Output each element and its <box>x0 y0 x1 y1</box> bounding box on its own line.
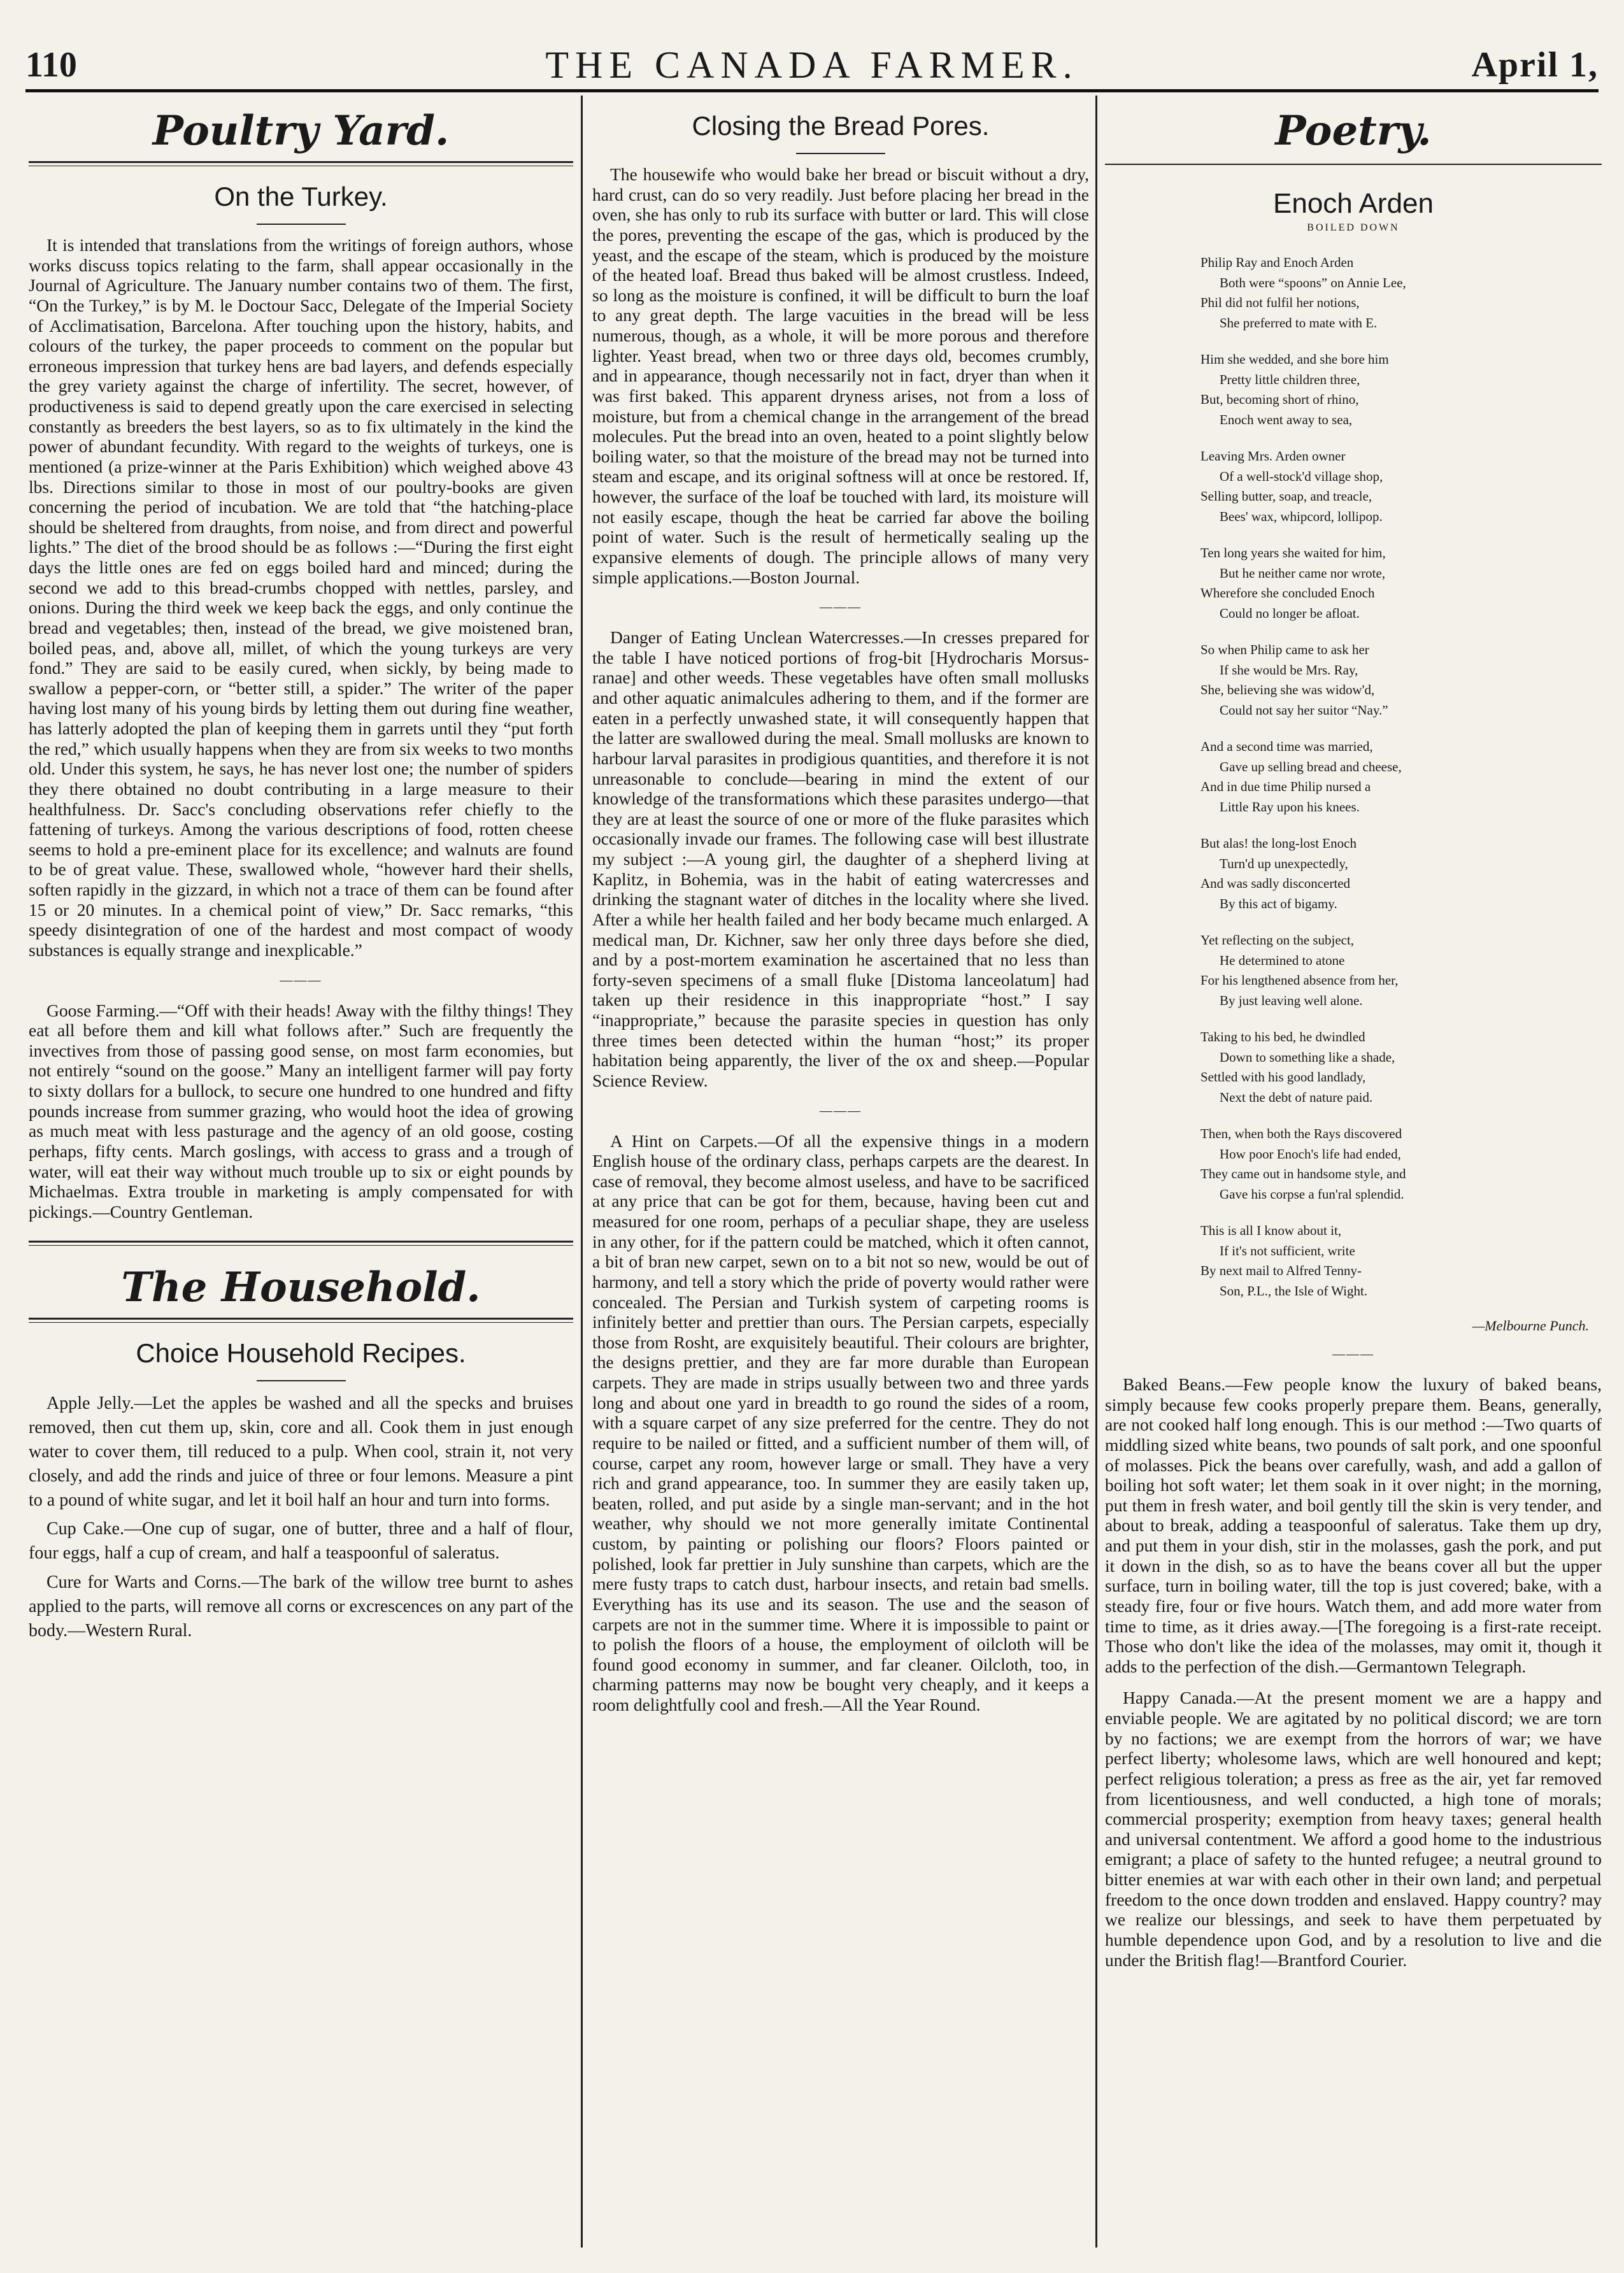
poem-source: —Melbourne Punch. <box>1472 1318 1589 1334</box>
recipe: Apple Jelly.—Let the apples be washed and all the specks and bruises removed, then cut them up, skin, core and all. Cook them in just enough water to cover them, till reduced to a pulp. When cool, strain it, not very closely, and add the rinds and juice of three or four lemons. Measure a pint to a pound of white sugar, and let it boil half an hour and turn into forms. <box>29 1393 573 1510</box>
column-right <box>1105 96 1602 2260</box>
issue-date: April 1, <box>1471 45 1599 85</box>
article-paragraph: Danger of Eating Unclean Watercresses.—In cresses prepared for the table I have noticed portions of frog-bit [Hydrocharis Morsus-ranae] and other weeds. These vegetables have often small mollusks and other aquatic animalcules adhering to them, and if the former are eaten in a perfectly unwashed state, it will consequently happen that the latter are swallowed during the meal. Small mollusks are known to harbour larval parasites in prodigious quantities, and therefore it is not unreasonable to conclude—bearing in mind the extent of our knowledge of the transformations which these parasites undergo—that they are at least the source of one or more of the fluke parasites which occasionally invade our frames. The following case will best illustrate my subject :—A young girl, the daughter of a shepherd living at Kaplitz, in Bohemia, was in the habit of eating watercresses and drinking the stagnant water of ditches in the locality where she lived. After a while her health failed and her body became much enlarged. A medical man, Dr. Kichner, saw her only three days before she died, and by a post-mortem examination he ascertained that no less than forty-seven specimens of a small fluke [Distoma lanceolatum] had taken up their residence in this inappropriate “host.” I say “inappropriate,” because the parasite species in question has only three times been detected within the human “host;” its proper habitation being apparently, the liver of the ox and sheep.—Popular Science Review. <box>592 627 1089 1090</box>
department-heading: Poetry. <box>1275 107 1432 155</box>
masthead-rule <box>25 89 1599 92</box>
poem-line: But he neither came nor wrote, <box>1220 565 1386 581</box>
poem-line: Wherefore she concluded Enoch <box>1200 585 1375 601</box>
poem-line: This is all I know about it, <box>1200 1223 1342 1238</box>
poem-line: Him she wedded, and she bore him <box>1200 352 1389 367</box>
poem-line: She, believing she was widow'd, <box>1200 682 1375 697</box>
masthead <box>25 19 1599 96</box>
column-rule <box>581 96 583 2248</box>
article-paragraph: Baked Beans.—Few people know the luxury of baked beans, simply because few cooks properly prepare them. Beans, generally, are not cooked half long enough. This is our method :—Two quarts of middling sized white beans, two pounds of salt pork, and one spoonful of molasses. Pick the beans over carefully, wash, and add a gallon of boiling hot soft water; let them soak in it over night; in the morning, put them in fresh water, and boil gently till the skin is very tender, and about to break, adding a teaspoonful of saleratus. Take them up dry, and put them in your dish, stir in the molasses, gash the pork, and put it down in the dish, so as to have the beans cover all but the upper surface, turn in boiling water, till the top is just covered; bake, with a steady fire, four or five hours. Watch them, and add more water from time to time, as it dries away.—[The foregoing is a first-rate receipt. Those who don't like the idea of the molasses, may omit it, though it adds to the perfection of the dish.—Germantown Telegraph. <box>1105 1374 1602 1676</box>
poem-line: By just leaving well alone. <box>1220 992 1363 1008</box>
poem-line: Leaving Mrs. Arden owner <box>1200 448 1346 464</box>
poem-line: And a second time was married, <box>1200 739 1373 754</box>
poem-line: Both were “spoons” on Annie Lee, <box>1220 274 1406 290</box>
poem-stanza <box>1200 737 1602 817</box>
poem-line: Down to something like a shade, <box>1220 1049 1395 1065</box>
department-heading: The Household. <box>121 1264 481 1312</box>
article-title: Closing the Bread Pores. <box>692 111 990 141</box>
divider <box>1105 164 1602 165</box>
poem-stanza <box>1200 640 1602 720</box>
poem-line: She preferred to mate with E. <box>1220 315 1378 331</box>
poem-line: Little Ray upon his knees. <box>1220 799 1360 815</box>
poem-line: Enoch went away to sea, <box>1220 411 1353 427</box>
poem-line: Could no longer be afloat. <box>1220 605 1360 621</box>
poem-stanza <box>1200 930 1602 1011</box>
poem-line: He determined to atone <box>1220 952 1345 968</box>
poem-line: Then, when both the Rays discovered <box>1200 1126 1402 1141</box>
poem-line: Next the debt of nature paid. <box>1220 1089 1373 1105</box>
poem-line: Could not say her suitor “Nay.” <box>1220 702 1388 718</box>
divider <box>29 1241 573 1246</box>
department-heading: Poultry Yard. <box>152 107 450 155</box>
divider <box>257 1380 346 1381</box>
poem-line: Gave up selling bread and cheese, <box>1220 759 1402 774</box>
poem-stanza <box>1200 1027 1602 1108</box>
poem-line: Taking to his bed, he dwindled <box>1200 1029 1365 1044</box>
poem-line: Gave his corpse a fun'ral splendid. <box>1220 1186 1404 1202</box>
poem-line: Selling butter, soap, and treacle, <box>1200 488 1372 504</box>
column-left <box>29 96 573 2260</box>
article-title: Choice Household Recipes. <box>136 1338 466 1369</box>
article-paragraph: Happy Canada.—At the present moment we are a happy and enviable people. We are agitated by no political discord; we are torn by no factions; we are exempt from the horrors of war; we have perfect liberty; wholesome laws, which are well honoured and kept; perfect religious toleration; a press as free as the air, yet far removed from licentiousness, and well conducted, a high tone of morals; commercial prosperity; exemption from heavy taxes; general health and universal contentment. We afford a good home to the industrious emigrant; a place of safety to the hunted refugee; a neutral ground to bitter enemies at war with each other in their own land; and perpetual freedom to the once down trodden and enslaved. Happy country? may we realize our blessings, and seek to have them perpetuated by humble dependence upon God, and by a resolution to live and die under the British flag!—Brantford Courier. <box>1105 1688 1602 1970</box>
poem-line: Settled with his good landlady, <box>1200 1069 1366 1085</box>
page-number: 110 <box>25 45 77 85</box>
poem-line: They came out in handsome style, and <box>1200 1166 1406 1181</box>
article-paragraph: A Hint on Carpets.—Of all the expensive things in a modern English house of the ordinary class, perhaps carpets are the dearest. In case of removal, they become almost useless, and have to be sacrificed at any price that can be got for them, because, having been cut and measured for one room, perhaps of a peculiar shape, they are useless in any other, for if the pattern could be matched, which it often cannot, a bit of bran new carpet, sewn on to a bit not so new, would be out of harmony, and tell a story which the pride of poverty would rather were concealed. The Persian and Turkish system of carpeting rooms is infinitely better and prettier than ours. The Persian carpets, especially those from Rosht, are exquisitely beautiful. Their colours are brighter, the designs prettier, and they are far more durable than European carpets. They are made in strips usually between two and three yards long and about one yard in breadth to go round the sides of a room, with a square carpet of any size preferred for the centre. They do not require to be nailed or fitted, and a sufficient number of them will, of course, carpet any room, however large or small. They have a very rich and grand appearance, too. In summer they are easily taken up, beaten, rolled, and put aside by a single man-servant; and in the hot weather, why should we not more generally imitate Continental custom, by painting or polishing our floors? Floors painted or polished, look far prettier in July sunshine than carpets, which are the mere fusty traps to catch dust, harbour insects, and retain bad smells. Everything has its use and its season. The use and the season of carpets are not in the summer time. Where it is impossible to paint or to polish the floors of a house, the employment of oilcloth will be found good economy in summer, and far cleaner. Oilcloth, too, in charming patterns may now be bought very cheaply, and it keeps a room delightfully cool and fresh.—All the Year Round. <box>592 1130 1089 1714</box>
poem-body <box>1105 253 1602 1301</box>
poem-line: If she would be Mrs. Ray, <box>1220 662 1358 678</box>
poem-line: Phil did not fulfil her notions, <box>1200 295 1360 310</box>
poem-line: Turn'd up unexpectedly, <box>1220 855 1348 871</box>
poem-title: Enoch Arden <box>1273 188 1434 219</box>
column-middle <box>592 96 1089 2260</box>
poem-line: Son, P.L., the Isle of Wight. <box>1220 1283 1368 1299</box>
ornament-divider: ——— <box>280 973 322 987</box>
poem-stanza <box>1200 1221 1602 1301</box>
ornament-divider: ——— <box>1332 1347 1374 1361</box>
poem-stanza <box>1200 543 1602 623</box>
poem-line: Ten long years she waited for him, <box>1200 545 1386 560</box>
newspaper-title: THE CANADA FARMER. <box>545 44 1079 86</box>
poem-line: But alas! the long-lost Enoch <box>1200 836 1357 851</box>
poem-line: How poor Enoch's life had ended, <box>1220 1146 1401 1162</box>
poem-subtitle: BOILED DOWN <box>1307 222 1400 233</box>
poem-line: Philip Ray and Enoch Arden <box>1200 255 1354 270</box>
poem-line: Pretty little children three, <box>1220 371 1360 387</box>
poem-stanza <box>1200 446 1602 527</box>
poem-line: Bees' wax, whipcord, lollipop. <box>1220 508 1383 524</box>
divider <box>257 224 346 225</box>
recipe: Cure for Warts and Corns.—The bark of the willow tree burnt to ashes applied to the parts, will remove all corns or excrescences on any part of the body.—Western Rural. <box>29 1572 573 1641</box>
ornament-divider: ——— <box>820 1103 862 1118</box>
recipe-list <box>29 1392 573 1642</box>
poem-line: If it's not sufficient, write <box>1220 1243 1355 1258</box>
poem-line: So when Philip came to ask her <box>1200 642 1369 657</box>
poem-line: Yet reflecting on the subject, <box>1200 932 1355 948</box>
divider <box>29 161 573 166</box>
ornament-divider: ——— <box>820 600 862 615</box>
poem-line: And in due time Philip nursed a <box>1200 779 1371 794</box>
poem-line: By this act of bigamy. <box>1220 895 1337 911</box>
divider <box>796 153 885 154</box>
article-title: On the Turkey. <box>214 182 388 211</box>
poem-line: But, becoming short of rhino, <box>1200 392 1359 407</box>
poem-stanza <box>1200 253 1602 333</box>
recipe: Cup Cake.—One cup of sugar, one of butter, three and a half of flour, four eggs, half a cup of cream, and half a teaspoonful of saleratus. <box>29 1519 573 1564</box>
poem-line: For his lengthened absence from her, <box>1200 973 1399 988</box>
poem-line: Of a well-stock'd village shop, <box>1220 468 1383 484</box>
article-paragraph: The housewife who would bake her bread or biscuit without a dry, hard crust, can do so very readily. Just before placing her bread in the oven, she has only to rub its surface with butter or lard. This will close the pores, preventing the escape of the gas, which is produced by the yeast, and the escape of the steam, which is produced by the moisture of the heated loaf. Bread thus baked will be almost crustless. Indeed, so long as the moisture is confined, it will be difficult to burn the loaf to any great depth. The large vacuities in the bread will be less numerous, though, as a whole, it will be more porous and therefore lighter. Yeast bread, when two or three days old, becomes crumbly, and in appearance, though necessarily not in fact, dryer than when it was first baked. This apparent dryness arises, not from a loss of moisture, but from a chemical change in the arrangement of the bread molecules. Put the bread into an oven, heated to a point slightly below boiling water, so that the moisture of the bread may not be turned into steam and escape, and its original softness will at once be restored. If, however, the surface of the loaf be touched with lard, its moisture will not easily escape, though the heat be carried far above the boiling point of water. Such is the result of hermetically sealing up the expansive elements of dough. The principle allows of many very simple applications.—Boston Journal. <box>592 164 1089 587</box>
poem-stanza <box>1200 1124 1602 1204</box>
article-paragraph: Goose Farming.—“Off with their heads! Away with the filthy things! They eat all before them and kill what follows after.” Such are frequently the invectives from those of passing good sense, on most farm economies, but not entirely “sound on the goose.” Many an intelligent farmer will pay forty to sixty dollars for a bullock, to secure one hundred to one hundred and fifty pounds increase from summer grazing, who would hoot the idea of growing as much meat with less pasturage and the agency of an old goose, costing perhaps, fifty cents. March goslings, with access to grass and a trough of water, will eat their way without much trouble up to six or eight pounds by Michaelmas. Extra trouble in marketing is amply compensated for with pickings.—Country Gentleman. <box>29 1000 573 1222</box>
poem-stanza <box>1200 350 1602 430</box>
column-rule <box>1095 96 1097 2248</box>
poem-line: And was sadly disconcerted <box>1200 876 1351 891</box>
poem-stanza <box>1200 834 1602 914</box>
poem-line: By next mail to Alfred Tenny- <box>1200 1263 1362 1278</box>
divider <box>29 1318 573 1323</box>
article-paragraph: It is intended that translations from the writings of foreign authors, whose works discuss topics relating to the farm, shall appear occasionally in the Journal of Agriculture. The January number contains two of them. The first, “On the Turkey,” is by M. le Doctour Sacc, Delegate of the Imperial Society of Acclimatisation, Barcelona. After touching upon the history, habits, and colours of the turkey, the paper proceeds to comment on the popular but erroneous impression that turkey hens are bad layers, and defends especially the grey variety against the charge of infertility. The secret, however, of productiveness is said to depend greatly upon the care exercised in selecting constantly as breeders the best layers, so as to fix ultimately in the kind the power of abundant fecundity. With regard to the weights of turkeys, one is mentioned (a prize-winner at the Paris Exhibition) which weighed above 43 lbs. Directions similar to those in most of our poultry-books are given concerning the period of incubation. We are told that “the hatching-place should be sheltered from draughts, from noise, and from direct and powerful lights.” The diet of the brood should be as follows :—“During the first eight days the little ones are fed on eggs boiled hard and minced; during the second we add to this bread-crumbs chopped with nettles, parsley, and onions. During the third week we keep back the eggs, and only continue the bread and vegetables; then, instead of the bread, we give moistened bran, boiled peas, and, above all, millet, of which the young turkeys are very fond.” They are said to be easily cured, when sickly, by being made to swallow a pepper-corn, or “better still, a spider.” The writer of the paper having lost many of his young birds by letting them out during fine weather, has latterly adopted the plan of keeping them in garrets until they “put forth the red,” which usually happens when they are from six weeks to two months old. Under this system, he says, he has never lost one; the number of spiders they there obtained no doubt contributing in a large measure to their healthfulness. Dr. Sacc's concluding observations refer chiefly to the fattening of turkeys. Among the various descriptions of food, rotten cheese seems to hold a pre-eminent place for its excellence; and walnuts are found to be of great value. These, swallowed whole, “however hard their shells, soften rapidly in the gizzard, in which not a trace of them can be found after 15 or 20 minutes. In a chemical point of view,” Dr. Sacc remarks, “this speedy disintegration of one of the hardest and most compact of woody substances is equally strange and inexplicable.” <box>29 235 573 960</box>
